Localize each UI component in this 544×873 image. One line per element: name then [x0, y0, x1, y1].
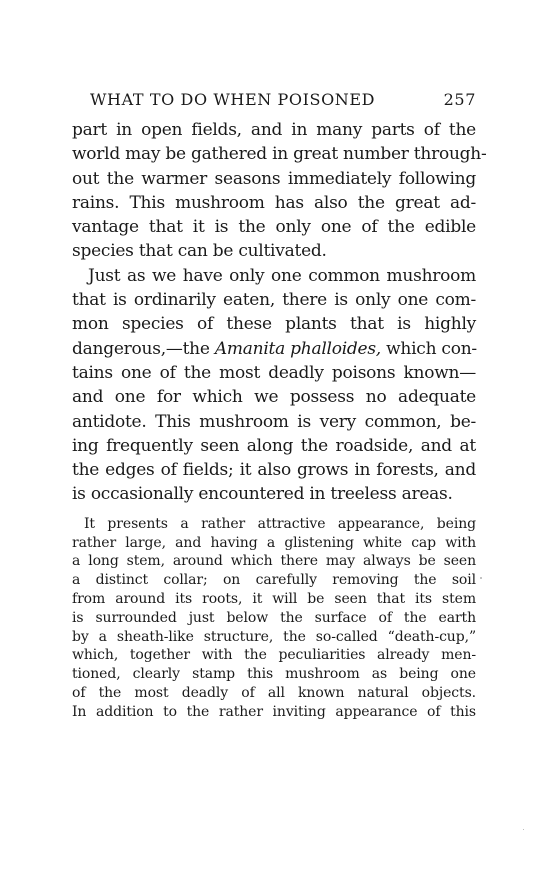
book-page: [72, 90, 487, 722]
scan-speck: [480, 577, 482, 579]
text-line: mon species of these plants that is highly: [72, 314, 476, 335]
text-line: rains. This mushroom has also the great ad-: [72, 192, 476, 213]
text-line: the edges of fields; it also grows in forests, and: [72, 460, 476, 481]
small-text-line: of the most deadly of all known natural objects.: [72, 684, 476, 701]
text-segment: which con-: [380, 338, 477, 359]
species-name: Amanita phalloides,: [214, 338, 381, 359]
text-line: that is ordinarily eaten, there is only one com-: [72, 290, 476, 311]
main-text: [72, 118, 487, 507]
text-line: antidote. This mushroom is very common, be-: [72, 411, 476, 432]
small-text-line: In addition to the rather inviting appearance of this: [72, 703, 476, 720]
text-line: tains one of the most deadly poisons known—: [72, 362, 476, 383]
small-print-paragraph: [72, 515, 476, 722]
text-line: Just as we have only one common mushroom: [88, 265, 476, 286]
small-text-line: It presents a rather attractive appearance, being: [84, 515, 476, 532]
small-text-line: rather large, and having a glistening white cap with: [72, 534, 476, 551]
text-line: vantage that it is the only one of the edible: [72, 217, 476, 238]
small-text-line: from around its roots, it will be seen that its stem: [72, 590, 476, 607]
small-text-line: tioned, clearly stamp this mushroom as being one: [72, 666, 476, 683]
page-number: 257: [443, 90, 476, 109]
text-line: is occasionally encountered in treeless areas.: [72, 484, 453, 505]
text-line: out the warmer seasons immediately following: [72, 168, 476, 189]
text-line: ing frequently seen along the roadside, and at: [72, 435, 476, 456]
small-text-line: is surrounded just below the surface of the earth: [72, 609, 476, 626]
text-line: part in open fields, and in many parts of the: [72, 120, 476, 140]
running-title: WHAT TO DO WHEN POISONED: [90, 90, 376, 109]
small-text-line: which, together with the peculiarities already men-: [72, 647, 476, 664]
small-text-line: a distinct collar; on carefully removing the soil: [72, 572, 476, 589]
text-line: [72, 337, 476, 361]
scan-speck: [523, 829, 524, 830]
text-segment: dangerous,—the: [72, 338, 215, 359]
small-text-line: by a sheath-like structure, the so-called “death-cup,”: [72, 628, 476, 645]
text-line: species that can be cultivated.: [72, 241, 327, 262]
page-header: [72, 90, 476, 109]
text-line: and one for which we possess no adequate: [72, 387, 476, 408]
small-text-line: a long stem, around which there may always be seen: [72, 553, 476, 570]
text-line: world may be gathered in great number through-: [72, 144, 487, 165]
